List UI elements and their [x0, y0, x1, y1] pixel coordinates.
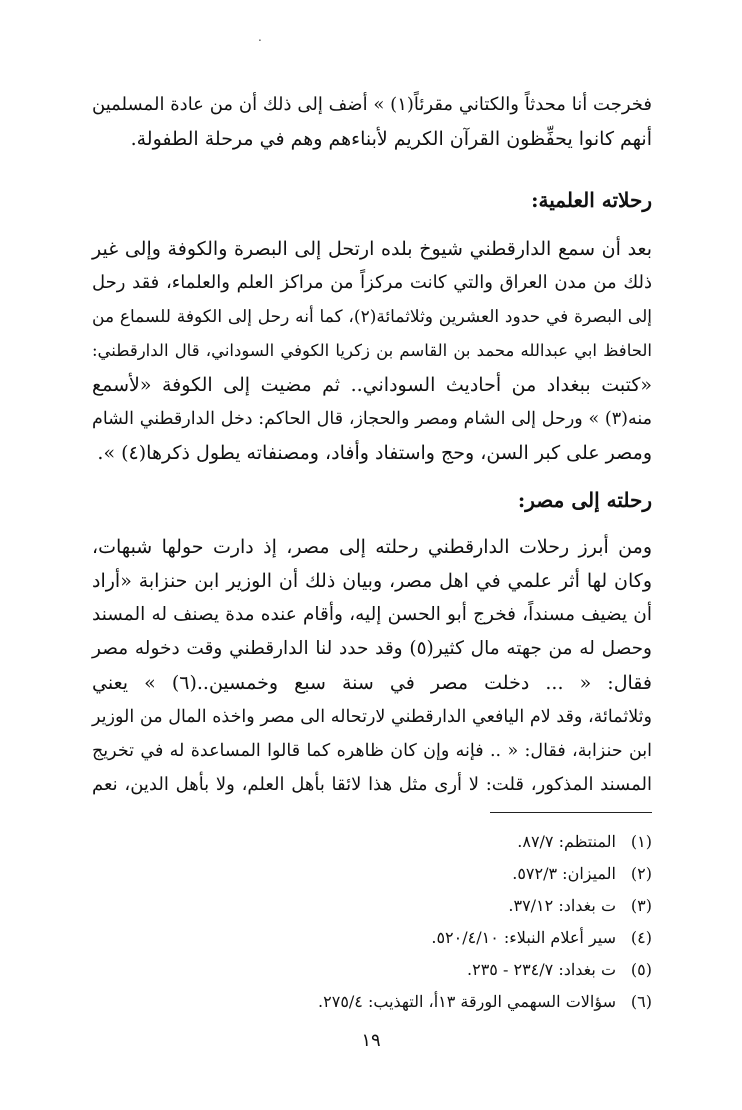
paragraph-line: ومصر على كبر السن، وحج واستفاد وأفاد، ومصنفاته يطول ذكرها(٤) ».: [97, 442, 652, 464]
paragraph-line: وثلاثمائة، وقد لام اليافعي الدارقطني لارتحاله الى مصر واخذه المال من الوزير: [92, 707, 652, 727]
paragraph-line: ذلك من مدن العراق والتي كانت مركزاً من مراكز العلم والعلماء، فقد رحل: [92, 272, 652, 293]
footnote-number: (٥): [630, 960, 652, 979]
paragraph-line: ابن حنزابة، فقال: « .. فإنه وإن كان ظاهره كما قالوا المساعدة له في تخريج: [92, 741, 652, 761]
footnote-text: المنتظم: ٨٧/٧.: [517, 832, 616, 851]
intro-paragraph: [92, 88, 652, 156]
footnote-text: سير أعلام النبلاء: ٥٢٠/٤/١٠.: [431, 928, 616, 947]
paragraph-line: وكان لها أثر علمي في اهل مصر، وبيان ذلك أن الوزير ابن حنزابة «أراد: [92, 570, 652, 592]
footnote: [92, 954, 652, 986]
intro-line: أنهم كانوا يحفِّظون القرآن الكريم لأبناءهم وهم في مرحلة الطفولة.: [130, 128, 652, 150]
footnote: [92, 858, 652, 890]
journeys-paragraph: [92, 232, 652, 470]
footnote: [92, 826, 652, 858]
paragraph-line: إلى البصرة في حدود العشرين وثلاثمائة(٢)، كما أنه رحل إلى الكوفة للسماع من: [92, 307, 652, 327]
paragraph-line: وحصل له من جهته مال كثير(٥) وقد حدد لنا الدارقطني وقت دخوله مصر: [92, 638, 652, 659]
paragraph-line: «كتبت ببغداد من أحاديث السوداني.. ثم مضيت إلى الكوفة «لأسمع: [92, 374, 652, 396]
intro-line: فخرجت أنا محدثاً والكتاني مقرئاً(١) » أضف إلى ذلك أن من عادة المسلمين: [92, 94, 652, 115]
paragraph-line: بعد أن سمع الدارقطني شيوخ بلده ارتحل إلى البصرة والكوفة وإلى غير: [92, 238, 652, 260]
footnote-text: سؤالات السهمي الورقة ١٣أ، التهذيب: ٢٧٥/٤.: [318, 992, 616, 1011]
egypt-paragraph: [92, 530, 652, 802]
footnote: [92, 986, 652, 1018]
paragraph-line: ومن أبرز رحلات الدارقطني رحلته إلى مصر، إذ دارت حولها شبهات،: [92, 536, 652, 558]
paragraph-line: فقال: « ... دخلت مصر في سنة سبع وخمسين..(٦) » يعني: [92, 672, 652, 694]
paragraph-line: المسند المذكور، قلت: لا أرى مثل هذا لائقا بأهل العلم، ولا بأهل الدين، نعم: [92, 774, 652, 795]
paragraph-line: أن يضيف مسنداً، فخرج أبو الحسن إليه، وأقام عنده مدة يصنف له المسند: [92, 604, 652, 625]
paragraph-line: منه(٣) » ورحل إلى الشام ومصر والحجاز، قال الحاكم: دخل الدارقطني الشام: [92, 409, 652, 429]
paragraph-line: الحافظ ابي عبدالله محمد بن القاسم بن زكريا الكوفي السوداني، قال الدارقطني:: [92, 341, 652, 360]
footnote-separator: [490, 812, 652, 813]
dot-mark: .: [258, 30, 262, 44]
section-heading-journey-to-egypt: رحلته إلى مصر:: [517, 488, 652, 512]
footnote-number: (٤): [630, 928, 652, 947]
footnote-number: (١): [630, 832, 652, 851]
footnote: [92, 890, 652, 922]
section-heading-scholarly-journeys: رحلاته العلمية:: [531, 188, 652, 212]
footnote: [92, 922, 652, 954]
footnote-number: (٦): [630, 992, 652, 1011]
footnote-number: (٢): [630, 864, 652, 883]
page-number: ١٩: [361, 1030, 381, 1051]
footnote-text: ت بغداد: ٢٣٤/٧ - ٢٣٥.: [467, 960, 616, 979]
footnotes: [92, 826, 652, 1018]
footnote-text: الميزان: ٥٧٢/٣.: [512, 864, 616, 883]
footnote-number: (٣): [630, 896, 652, 915]
footnote-text: ت بغداد: ٣٧/١٢.: [508, 896, 616, 915]
